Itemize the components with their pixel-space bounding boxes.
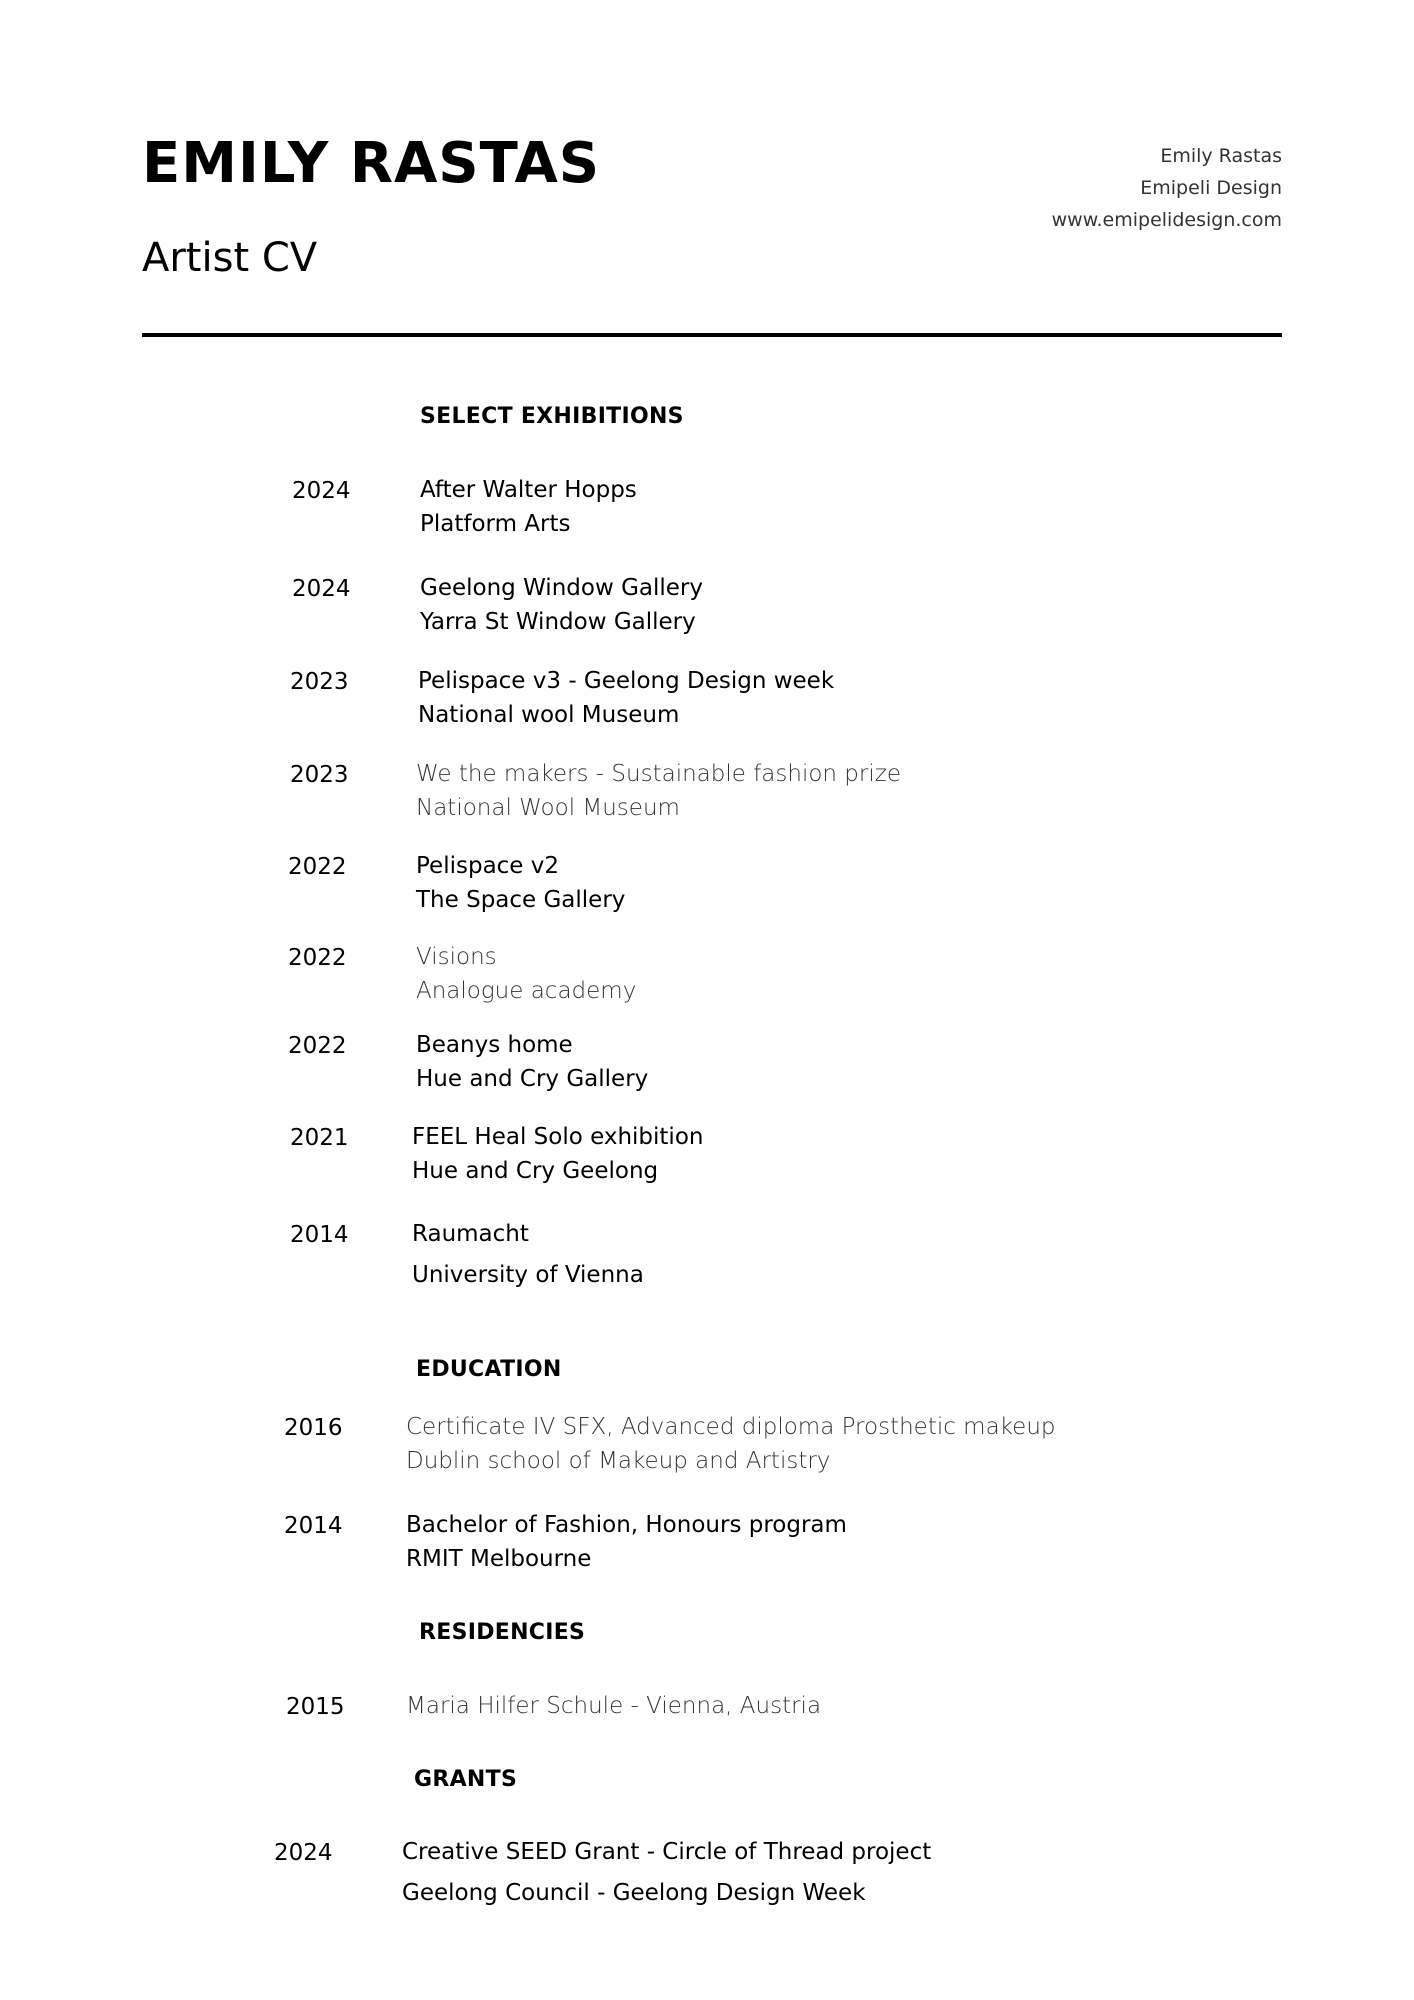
exhibition-entry [412, 1214, 644, 1296]
exhibition-venue: Yarra St Window Gallery [420, 609, 696, 635]
exhibition-entry [420, 473, 637, 541]
education-title: Certificate IV SFX, Advanced diploma Prosthetic makeup [406, 1414, 1056, 1440]
education-institution: Dublin school of Makeup and Artistry [406, 1448, 831, 1474]
exhibition-year: 2024 [292, 576, 351, 602]
education-year: 2014 [284, 1513, 343, 1539]
artist-name: EMILY RASTAS [142, 131, 601, 196]
education-institution: RMIT Melbourne [406, 1546, 592, 1572]
exhibition-title: Pelispace v3 - Geelong Design week [418, 668, 835, 694]
exhibition-year: 2023 [290, 669, 349, 695]
contact-website[interactable]: www.emipelidesign.com [1051, 209, 1282, 231]
education-heading: EDUCATION [416, 1357, 562, 1382]
residency-year: 2015 [286, 1694, 345, 1720]
education-year: 2016 [284, 1415, 343, 1441]
exhibition-year: 2024 [292, 478, 351, 504]
exhibition-year: 2022 [288, 945, 347, 971]
grant-title: Creative SEED Grant - Circle of Thread project [402, 1839, 932, 1865]
residency-entry [406, 1689, 821, 1723]
exhibition-year: 2022 [288, 1033, 347, 1059]
exhibition-year: 2023 [290, 762, 349, 788]
exhibition-venue: Hue and Cry Gallery [416, 1066, 649, 1092]
exhibition-entry [412, 1120, 703, 1188]
document-subtitle: Artist CV [142, 235, 318, 281]
education-entry [406, 1508, 847, 1576]
exhibition-venue: National Wool Museum [416, 795, 680, 821]
exhibition-title: Pelispace v2 [416, 853, 560, 879]
exhibition-title: Raumacht [412, 1221, 529, 1247]
exhibition-year: 2021 [290, 1125, 349, 1151]
exhibition-venue: Analogue academy [416, 978, 637, 1004]
exhibitions-heading: SELECT EXHIBITIONS [420, 404, 684, 429]
exhibition-entry [420, 571, 703, 639]
exhibition-year: 2014 [290, 1222, 349, 1248]
exhibition-venue: Hue and Cry Geelong [412, 1158, 659, 1184]
exhibition-venue: Platform Arts [420, 511, 571, 537]
grant-body: Geelong Council - Geelong Design Week [402, 1880, 866, 1906]
contact-name: Emily Rastas [1160, 145, 1282, 167]
contact-block [1052, 140, 1282, 236]
exhibition-venue: The Space Gallery [416, 887, 626, 913]
grant-year: 2024 [274, 1840, 333, 1866]
residencies-heading: RESIDENCIES [419, 1620, 586, 1645]
education-title: Bachelor of Fashion, Honours program [406, 1512, 847, 1538]
residency-title: Maria Hilfer Schule - Vienna, Austria [406, 1693, 822, 1719]
exhibition-entry [418, 664, 834, 732]
exhibition-year: 2022 [288, 854, 347, 880]
exhibition-entry [416, 757, 901, 825]
exhibition-title: Geelong Window Gallery [420, 575, 703, 601]
education-entry [406, 1410, 1056, 1478]
grant-entry [402, 1832, 931, 1914]
exhibition-entry [416, 849, 625, 917]
exhibition-venue: National wool Museum [418, 702, 680, 728]
contact-company: Emipeli Design [1140, 177, 1282, 199]
exhibition-entry [416, 940, 636, 1008]
exhibition-title: After Walter Hopps [420, 477, 637, 503]
exhibition-title: We the makers - Sustainable fashion prize [416, 761, 901, 787]
exhibition-title: FEEL Heal Solo exhibition [412, 1124, 704, 1150]
exhibition-title: Visions [416, 944, 497, 970]
exhibition-venue: University of Vienna [412, 1262, 644, 1288]
grants-heading: GRANTS [414, 1767, 518, 1792]
exhibition-entry [416, 1028, 648, 1096]
header-divider [142, 333, 1282, 337]
exhibition-title: Beanys home [416, 1032, 573, 1058]
